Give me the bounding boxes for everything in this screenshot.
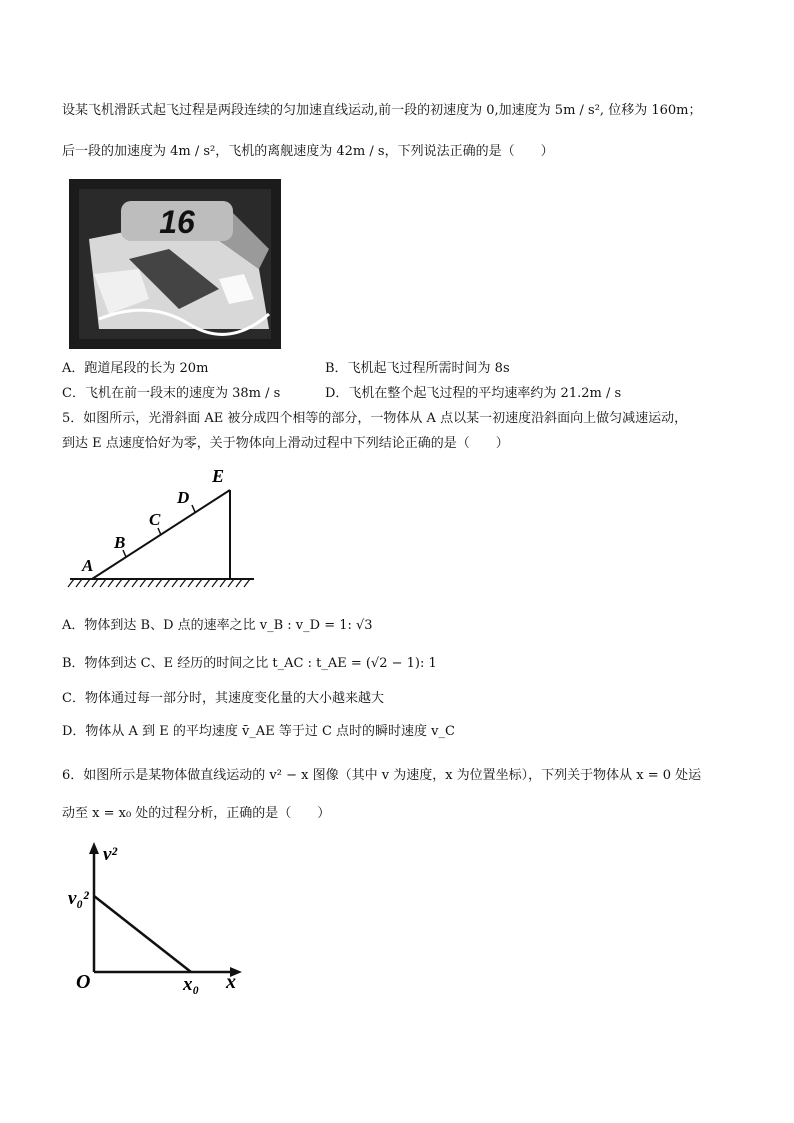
q4-option-c[interactable]: C．飞机在前一段末的速度为 38m / s	[62, 386, 281, 401]
q5-stem-line1: 5．如图所示，光滑斜面 AE 被分成四个相等的部分，一物体从 A 点以某一初速度沿斜面向上做匀减速运动，	[62, 411, 688, 426]
point-label-d: D	[177, 488, 190, 507]
q5-option-c[interactable]: C．物体通过每一部分时，其速度变化量的大小越来越大	[62, 691, 384, 706]
q6-stem-line1: 6．如图所示是某物体做直线运动的 v² − x 图像（其中 v 为速度，x 为位置坐标），下列关于物体从 x = 0 处运	[62, 768, 702, 783]
incline-diagram	[62, 462, 262, 592]
v2-x-graph	[62, 838, 262, 998]
q4-option-a[interactable]: A．跑道尾段的长为 20m	[62, 361, 209, 376]
q5-stem-line2: 到达 E 点速度恰好为零，关于物体向上滑动过程中下列结论正确的是（ ）	[62, 436, 509, 451]
q4-stem-line2: 后一段的加速度为 4m / s²，飞机的离舰速度为 42m / s，下列说法正确的是（ ）	[62, 144, 554, 159]
q6-stem-line2: 动至 x = x₀ 处的过程分析，正确的是（ ）	[62, 806, 331, 821]
origin-label: O	[76, 971, 91, 993]
y-intercept-label: v₀²	[68, 888, 89, 909]
x-axis-label: x	[226, 971, 236, 993]
x-intercept-label: x₀	[183, 974, 200, 995]
point-label-e: E	[212, 466, 225, 486]
y-axis-label: v²	[103, 844, 118, 865]
q4-option-d[interactable]: D．飞机在整个起飞过程的平均速率约为 21.2m / s	[325, 386, 622, 401]
q5-option-a[interactable]: A．物体到达 B、D 点的速率之比 v_B : v_D = 1: √3	[62, 618, 373, 633]
point-label-c: C	[149, 510, 161, 529]
q5-option-b[interactable]: B．物体到达 C、E 经历的时间之比 t_AC : t_AE = (√2 − 1): 1	[62, 656, 437, 671]
point-label-b: B	[114, 533, 126, 552]
q4-stem-line1: 设某飞机滑跃式起飞过程是两段连续的匀加速直线运动,前一段的初速度为 0,加速度为 5m / s², 位移为 160m；	[62, 103, 702, 118]
aircraft-carrier-photo	[69, 179, 281, 349]
q4-option-b[interactable]: B．飞机起飞过程所需时间为 8s	[325, 361, 510, 376]
point-label-a: A	[82, 556, 94, 575]
photo-hull-number: 16	[159, 204, 195, 240]
q5-option-d[interactable]: D．物体从 A 到 E 的平均速度 v̄_AE 等于过 C 点时的瞬时速度 v_C	[62, 724, 455, 739]
photo-illustration	[69, 179, 281, 349]
